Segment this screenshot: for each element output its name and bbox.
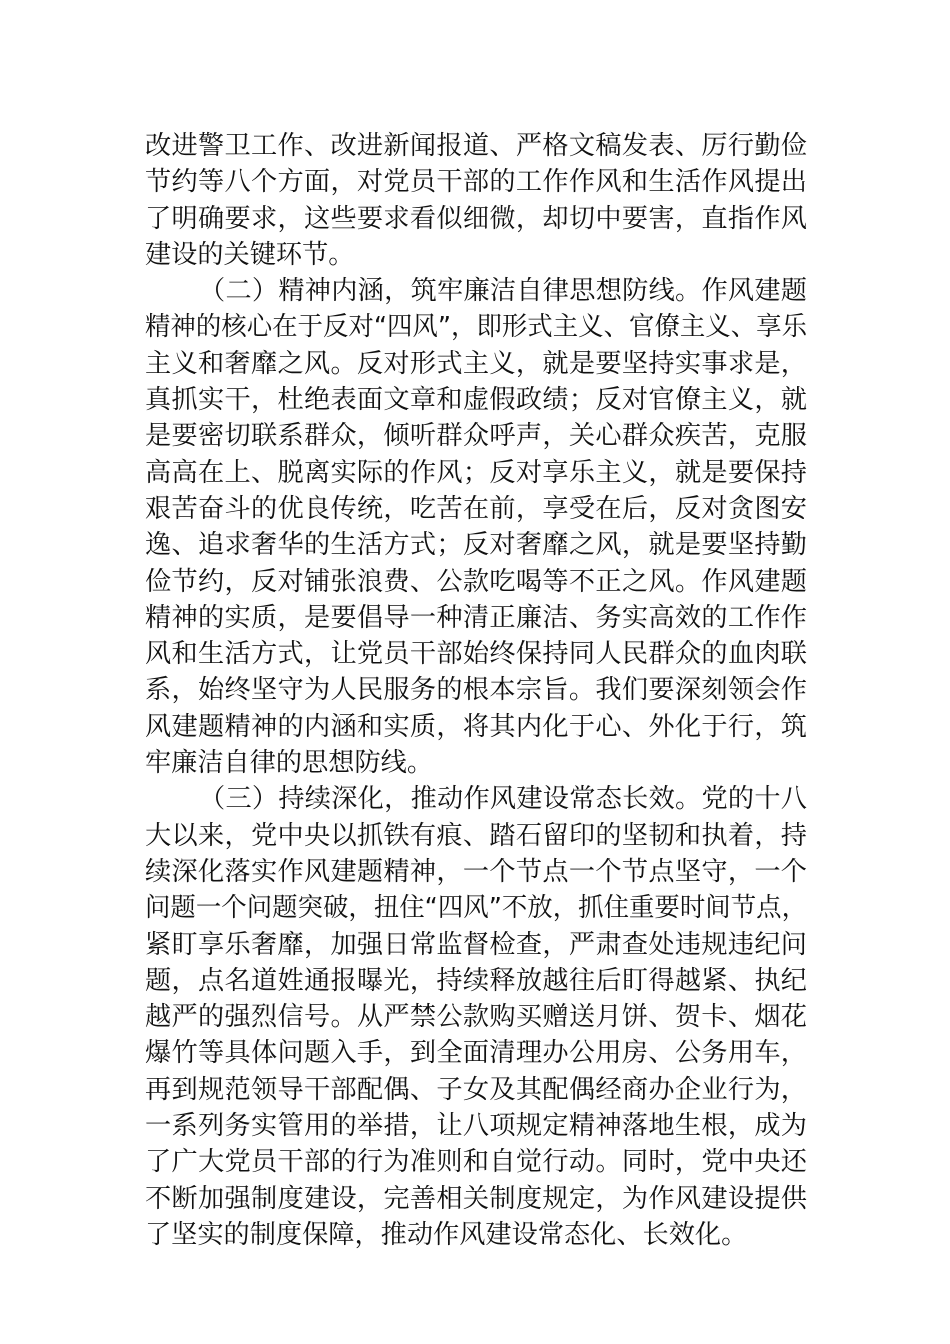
paragraph-continued-from-previous-page (145, 128, 807, 273)
section-heading-line: （二）精神内涵，筑牢廉洁自律思想防线。作风建题 (199, 276, 807, 307)
text-line: 不断加强制度建设，完善相关制度规定，为作风建设提供 (145, 1183, 807, 1214)
document-body (145, 128, 807, 1253)
text-line: 爆竹等具体问题入手，到全面清理办公用房、公务用车， (145, 1038, 807, 1069)
text-line: 了广大党员干部的行为准则和自觉行动。同时，党中央还 (145, 1147, 807, 1178)
text-line: 是要密切联系群众，倾听群众呼声，关心群众疾苦，克服 (145, 421, 807, 452)
text-line: 精神的核心在于反对“四风”，即形式主义、官僚主义、享乐 (145, 312, 807, 343)
text-line: 主义和奢靡之风。反对形式主义，就是要坚持实事求是， (145, 348, 807, 379)
text-line: 紧盯享乐奢靡，加强日常监督检查，严肃查处违规违纪问 (145, 929, 807, 960)
text-line: 了明确要求，这些要求看似细微，却切中要害，直指作风 (145, 203, 807, 234)
text-line: 了坚实的制度保障，推动作风建设常态化、长效化。 (145, 1219, 748, 1250)
text-line: 逸、追求奢华的生活方式；反对奢靡之风，就是要坚持勤 (145, 530, 807, 561)
text-line: 建设的关键环节。 (145, 239, 355, 270)
text-line: 再到规范领导干部配偶、子女及其配偶经商办企业行为， (145, 1074, 807, 1105)
paragraph-section-two (145, 273, 807, 781)
text-line: 高高在上、脱离实际的作风；反对享乐主义，就是要保持 (145, 457, 807, 488)
text-line: 题，点名道姓通报曝光，持续释放越往后盯得越紧、执纪 (145, 965, 807, 996)
text-line: 大以来，党中央以抓铁有痕、踏石留印的坚韧和执着，持 (145, 820, 807, 851)
text-line: 改进警卫工作、改进新闻报道、严格文稿发表、厉行勤俭 (145, 131, 807, 161)
text-line: 续深化落实作风建题精神，一个节点一个节点坚守，一个 (145, 856, 807, 887)
text-line: 越严的强烈信号。从严禁公款购买赠送月饼、贺卡、烟花 (145, 1002, 807, 1033)
text-line: 艰苦奋斗的优良传统，吃苦在前，享受在后，反对贪图安 (145, 493, 807, 524)
text-line: 风建题精神的内涵和实质，将其内化于心、外化于行，筑 (145, 711, 807, 742)
section-heading-line: （三）持续深化，推动作风建设常态长效。党的十八 (199, 784, 807, 815)
text-line: 问题一个问题突破，扭住“四风”不放，抓住重要时间节点， (145, 893, 807, 924)
text-line: 风和生活方式，让党员干部始终保持同人民群众的血肉联 (145, 639, 807, 670)
text-line: 一系列务实管用的举措，让八项规定精神落地生根，成为 (145, 1111, 807, 1142)
text-line: 真抓实干，杜绝表面文章和虚假政绩；反对官僚主义，就 (145, 385, 807, 416)
text-line: 精神的实质，是要倡导一种清正廉洁、务实高效的工作作 (145, 602, 807, 633)
paragraph-section-three (145, 781, 807, 1253)
text-line: 节约等八个方面，对党员干部的工作作风和生活作风提出 (145, 167, 807, 198)
text-line: 系，始终坚守为人民服务的根本宗旨。我们要深刻领会作 (145, 675, 807, 706)
text-line: 牢廉洁自律的思想防线。 (145, 748, 434, 779)
text-line: 俭节约，反对铺张浪费、公款吃喝等不正之风。作风建题 (145, 566, 807, 597)
